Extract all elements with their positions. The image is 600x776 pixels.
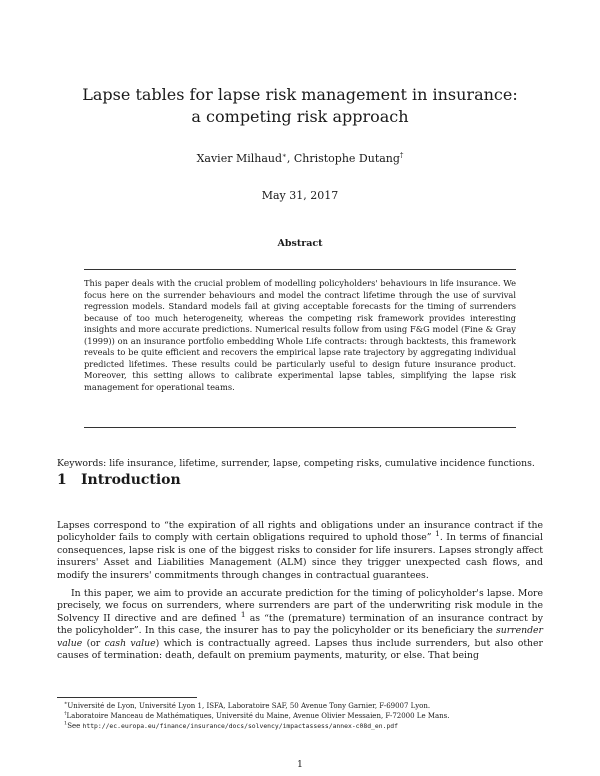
footnote-1-text: Université de Lyon, Université Lyon 1, ISFA, Laboratoire SAF, 50 Avenue Tony Garnier, F-69007 Lyon. bbox=[67, 702, 431, 710]
paper-title bbox=[60, 84, 540, 128]
page-number: 1 bbox=[297, 759, 303, 770]
footnote-rule bbox=[57, 697, 197, 698]
footnote-3 bbox=[64, 722, 544, 731]
title-line-2: a competing risk approach bbox=[191, 107, 409, 126]
footnote-ref-1b[interactable]: 1 bbox=[240, 609, 246, 619]
footnote-2-mark: † bbox=[64, 710, 67, 717]
author-1: Xavier Milhaud bbox=[196, 152, 283, 165]
intro-paragraph-1 bbox=[57, 520, 543, 582]
para2-text-a: In this paper, we aim to provide an accurate prediction for the timing of policyholder's lapse. More precisely, we focus on surrenders, where surrenders are part of the underwriting risk module in the Solvency II directive and are defined bbox=[57, 588, 543, 624]
footnote-ref-1[interactable]: 1 bbox=[434, 529, 440, 539]
section-title: Introduction bbox=[81, 472, 181, 488]
footnote-3-link[interactable]: http://ec.europa.eu/finance/insurance/docs/solvency/impactassess/annex-c08d_en.pdf bbox=[82, 722, 398, 730]
abstract-bottom-rule bbox=[84, 427, 516, 428]
abstract-heading: Abstract bbox=[277, 238, 323, 249]
para2-text-b: as “the (premature) termination of an insurance contract by the policyholder”. In this case, the insurer has to pay the policyholder or its beneficiary the bbox=[57, 612, 543, 637]
abstract-top-rule bbox=[84, 269, 516, 270]
term-surrender-value: surrender value bbox=[57, 625, 543, 649]
author-separator: , bbox=[286, 152, 294, 165]
keywords: Keywords: life insurance, lifetime, surrender, lapse, competing risks, cumulative incidence functions. bbox=[57, 458, 535, 469]
section-heading bbox=[57, 472, 181, 488]
abstract-text: This paper deals with the crucial problem of modelling policyholders' behaviours in life insurance. We focus here on the surrender behaviours and model the contract lifetime through the use of survival regression models. Standard models fail at giving acceptable forecasts for the timing of surrenders because of too much heterogeneity, whereas the competing risk framework provides interesting insights and more accurate predictions. Numerical results follow from using F&G model (Fine & Gray (1999)) on an insurance portfolio embedding Whole Life contracts: through backtests, this framework reveals to be quite efficient and recovers the empirical lapse rate trajectory by aggregating individual predicted lifetimes. These results could be particularly useful to design future insurance product. Moreover, this setting allows to calibrate experimental lapse tables, simplifying the lapse risk management for operational teams. bbox=[84, 278, 516, 392]
footnote-3-text: See bbox=[67, 722, 83, 730]
footnote-1 bbox=[64, 702, 544, 711]
para2-text-d: ) which is contractually agreed. Lapses thus include surrenders, but also other causes of termination: death, default on premium payments, maturity, or else. That being bbox=[57, 637, 543, 662]
footnote-2-text: Laboratoire Manceau de Mathématiques, Université du Maine, Avenue Olivier Messaien, F-72000 Le Mans. bbox=[66, 712, 450, 720]
section-number: 1 bbox=[57, 472, 67, 488]
footnote-3-mark: 1 bbox=[64, 720, 68, 727]
footnote-2 bbox=[64, 712, 544, 721]
title-line-1: Lapse tables for lapse risk management in insurance: bbox=[82, 85, 518, 104]
para1-text-b: . In terms of financial consequences, lapse risk is one of the biggest risks to consider for life insurers. Lapses strongly affect insurers' Asset and Liabilities Management (ALM) since they trigger unexpected cash flows, and modify the insurers' commitments through changes in contractual guarantees. bbox=[57, 532, 543, 581]
intro-paragraph-2 bbox=[57, 588, 543, 662]
para1-text-a: Lapses correspond to “the expiration of all rights and obligations under an insurance contract if the policyholder fails to comply with certain obligations required to uphold those” bbox=[57, 520, 543, 544]
author-2: Christophe Dutang bbox=[293, 152, 400, 165]
paper-date: May 31, 2017 bbox=[261, 189, 339, 202]
term-cash-value: cash value bbox=[104, 637, 156, 649]
author-1-footnote-mark[interactable]: ∗ bbox=[282, 151, 287, 160]
footnote-1-mark: ∗ bbox=[64, 700, 68, 707]
para2-text-c: (or bbox=[82, 637, 105, 649]
author-list bbox=[60, 152, 540, 165]
author-2-footnote-mark[interactable]: † bbox=[399, 151, 404, 160]
